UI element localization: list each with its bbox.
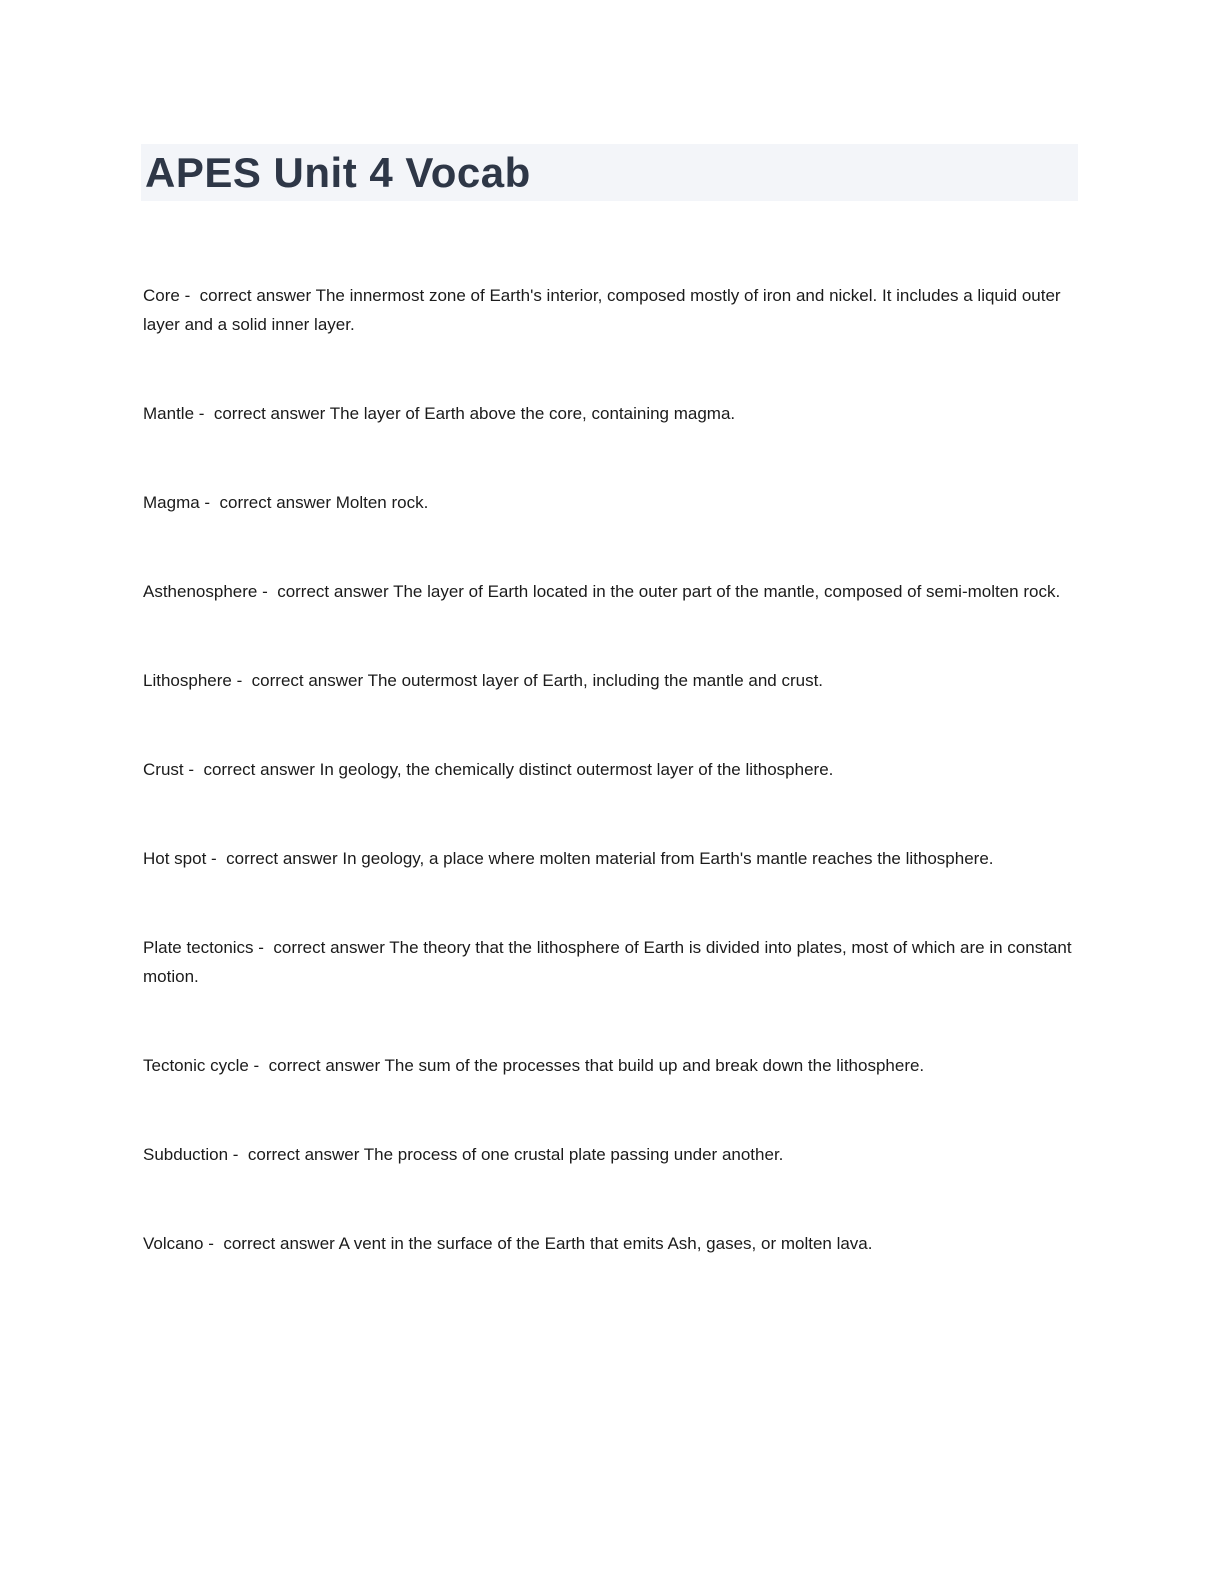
page-title: APES Unit 4 Vocab [145,148,531,196]
vocab-entry: Mantle - correct answer The layer of Earth above the core, containing magma. [143,404,736,423]
vocab-entry: Volcano - correct answer A vent in the surface of the Earth that emits Ash, gases, or molten lava. [143,1234,873,1253]
vocab-entry: Hot spot - correct answer In geology, a place where molten material from Earth's mantle reaches the lithosphere. [143,849,994,868]
vocab-entry: Plate tectonics - correct answer The theory that the lithosphere of Earth is divided into plates, most of which are in constant motion. [143,938,1077,986]
vocab-entry: Subduction - correct answer The process of one crustal plate passing under another. [143,1145,784,1164]
title-banner [141,144,1078,201]
vocab-entry: Asthenosphere - correct answer The layer of Earth located in the outer part of the mantle, composed of semi-molten rock. [143,582,1061,601]
vocab-entry: Magma - correct answer Molten rock. [143,493,429,512]
vocab-entry: Lithosphere - correct answer The outermost layer of Earth, including the mantle and crust. [143,671,824,690]
vocab-list [143,281,1078,1318]
vocab-entry: Crust - correct answer In geology, the chemically distinct outermost layer of the lithosphere. [143,760,834,779]
vocab-entry: Tectonic cycle - correct answer The sum of the processes that build up and break down the lithosphere. [143,1056,925,1075]
vocab-entry: Core - correct answer The innermost zone of Earth's interior, composed mostly of iron and nickel. It includes a liquid outer layer and a solid inner layer. [143,286,1066,334]
